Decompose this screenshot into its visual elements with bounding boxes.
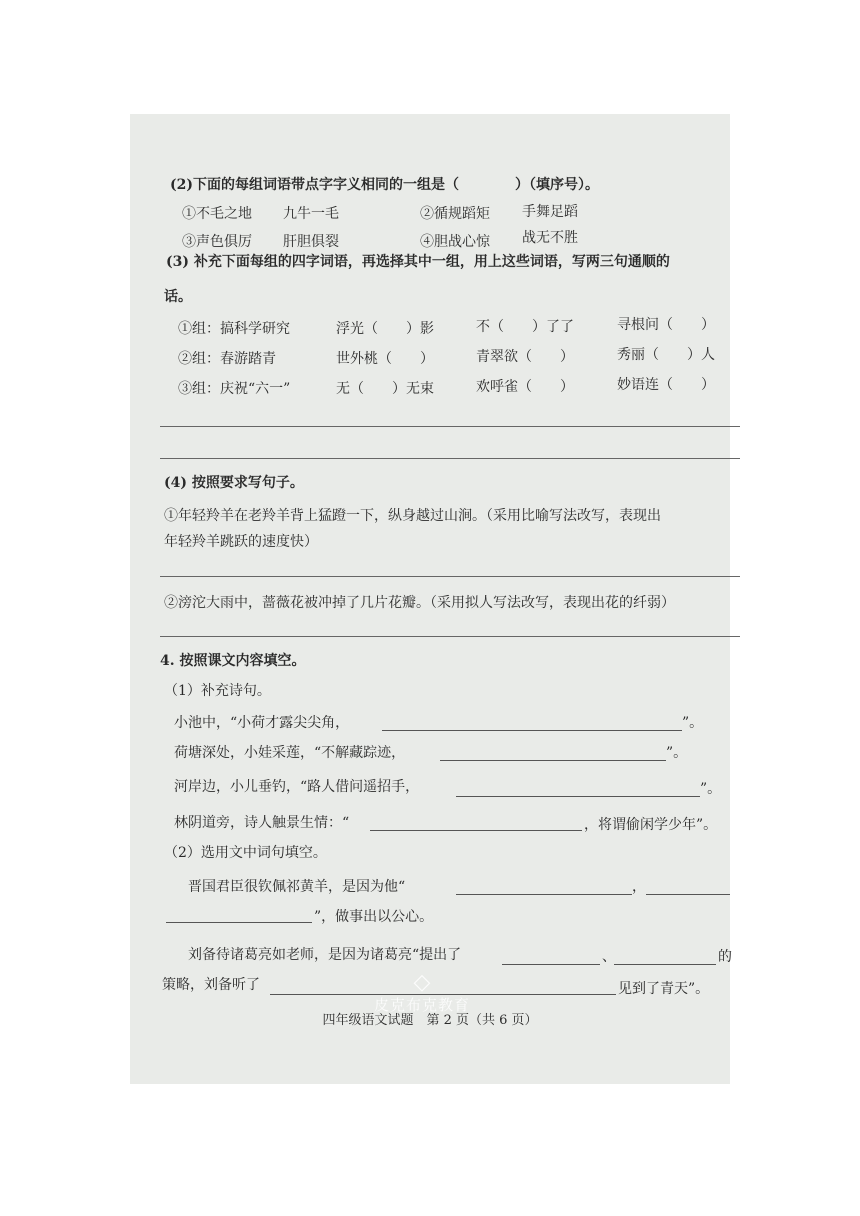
answer-line[interactable] bbox=[160, 426, 740, 427]
fill-line-prefix: 策略，刘备听了 bbox=[162, 977, 260, 993]
fill-blank[interactable] bbox=[456, 894, 632, 895]
poem-line-suffix: ，将谓偷闲学少年”。 bbox=[584, 817, 718, 833]
diamond-icon: ◇ bbox=[413, 970, 431, 995]
poem-line-suffix: ”。 bbox=[682, 715, 704, 731]
section-4-part-2: （2）选用文中词句填空。 bbox=[164, 845, 327, 861]
answer-line[interactable] bbox=[160, 458, 740, 459]
q2-option: 手舞足蹈 bbox=[522, 204, 578, 220]
fill-blank[interactable] bbox=[370, 830, 582, 831]
poem-line-prefix: 小池中，“小荷才露尖尖角， bbox=[174, 715, 350, 731]
watermark bbox=[352, 972, 492, 1015]
q3-blank-word: 秀丽（ ）人 bbox=[617, 347, 715, 363]
q3-prompt-cont: 话。 bbox=[164, 289, 192, 305]
q3-blank-word: 不（ ）了了 bbox=[476, 319, 574, 335]
page-footer: 四年级语文试题 第 2 页（共 6 页） bbox=[322, 1013, 538, 1028]
watermark-text: 皮克布克教育 bbox=[373, 996, 470, 1014]
fill-blank[interactable] bbox=[166, 922, 312, 923]
q2-prompt: (2)下面的每组词语带点字字义相同的一组是（ ）（填序号）。 bbox=[170, 177, 599, 193]
q2-option: ③声色俱厉 bbox=[182, 234, 252, 250]
fill-line-prefix: 晋国君臣很钦佩祁黄羊，是因为他“ bbox=[188, 879, 406, 895]
fill-line-suffix: 的 bbox=[718, 949, 732, 965]
fill-line-mid: 、 bbox=[602, 949, 616, 965]
exam-page bbox=[130, 114, 730, 1084]
q2-option: ①不毛之地 bbox=[182, 206, 252, 222]
section-4-part-1: （1）补充诗句。 bbox=[164, 683, 271, 699]
poem-line-suffix: ”。 bbox=[666, 745, 688, 761]
q2-option: ②循规蹈矩 bbox=[420, 206, 490, 222]
q4-prompt: (4) 按照要求写句子。 bbox=[164, 475, 304, 491]
q3-blank-word: 青翠欲（ ） bbox=[476, 349, 574, 365]
q3-group-label: ②组：春游踏青 bbox=[178, 351, 276, 367]
section-4-title: 4. 按照课文内容填空。 bbox=[160, 653, 306, 669]
q2-option: 肝胆俱裂 bbox=[283, 234, 339, 250]
answer-line[interactable] bbox=[160, 636, 740, 637]
fill-line-mid: ， bbox=[632, 879, 646, 895]
q2-option: ④胆战心惊 bbox=[420, 234, 490, 250]
q2-option: 九牛一毛 bbox=[283, 206, 339, 222]
fill-blank[interactable] bbox=[614, 964, 716, 965]
poem-line-suffix: ”。 bbox=[700, 781, 722, 797]
q3-prompt: (3) 补充下面每组的四字词语，再选择其中一组，用上这些词语，写两三句通顺的 bbox=[166, 254, 670, 270]
answer-line[interactable] bbox=[160, 576, 740, 577]
fill-line-suffix: 见到了青天”。 bbox=[618, 981, 710, 997]
poem-line-prefix: 林阴道旁，诗人触景生情：“ bbox=[174, 815, 350, 831]
q3-blank-word: 世外桃（ ） bbox=[336, 351, 434, 367]
q3-blank-word: 无（ ）无束 bbox=[336, 381, 434, 397]
fill-blank[interactable] bbox=[502, 964, 600, 965]
fill-blank[interactable] bbox=[646, 894, 730, 895]
q3-blank-word: 浮光（ ）影 bbox=[336, 321, 434, 337]
q3-blank-word: 寻根问（ ） bbox=[617, 317, 715, 333]
fill-blank[interactable] bbox=[382, 730, 682, 731]
q4-sentence-1-cont: 年轻羚羊跳跃的速度快） bbox=[164, 534, 318, 550]
poem-line-prefix: 荷塘深处，小娃采莲，“不解藏踪迹， bbox=[174, 745, 406, 761]
q3-blank-word: 妙语连（ ） bbox=[617, 377, 715, 393]
q2-option: 战无不胜 bbox=[522, 230, 578, 246]
fill-line-suffix: ”，做事出以公心。 bbox=[314, 909, 434, 925]
q3-blank-word: 欢呼雀（ ） bbox=[476, 379, 574, 395]
fill-blank[interactable] bbox=[440, 760, 666, 761]
q4-sentence-1: ①年轻羚羊在老羚羊背上猛蹬一下，纵身越过山涧。（采用比喻写法改写，表现出 bbox=[164, 508, 661, 524]
q3-group-label: ③组：庆祝“六一” bbox=[178, 381, 291, 397]
q4-sentence-2: ②滂沱大雨中，蔷薇花被冲掉了几片花瓣。（采用拟人写法改写，表现出花的纤弱） bbox=[164, 595, 675, 611]
fill-blank[interactable] bbox=[456, 796, 700, 797]
q3-group-label: ①组：搞科学研究 bbox=[178, 321, 290, 337]
poem-line-prefix: 河岸边，小儿垂钓，“路人借问遥招手， bbox=[174, 779, 420, 795]
fill-line-prefix: 刘备待诸葛亮如老师，是因为诸葛亮“提出了 bbox=[188, 947, 462, 963]
